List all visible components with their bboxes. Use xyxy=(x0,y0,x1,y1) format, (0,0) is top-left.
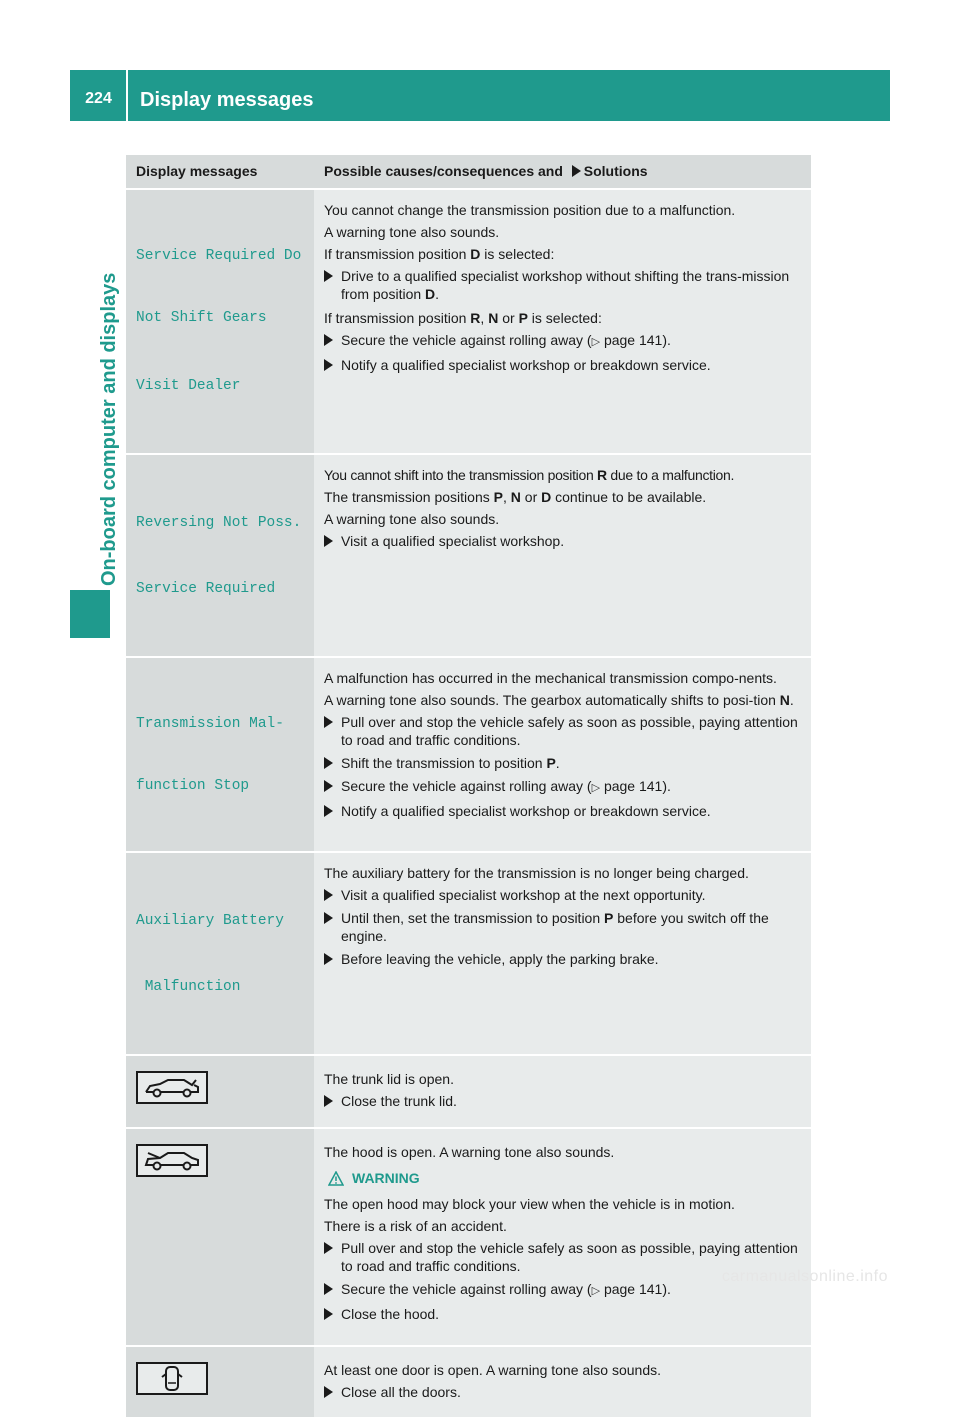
arrow-icon xyxy=(324,953,333,965)
instruction-item: Drive to a qualified specialist workshop without shifting the trans-mission from position D. xyxy=(324,267,803,303)
solution-cell xyxy=(314,454,811,657)
display-message xyxy=(136,671,306,839)
display-message xyxy=(136,203,306,441)
instruction-item: Close all the doors. xyxy=(324,1383,803,1401)
display-message-cell xyxy=(126,1128,314,1346)
display-messages-table xyxy=(126,155,811,1419)
table-row xyxy=(126,657,811,852)
arrow-icon xyxy=(324,334,333,346)
display-message xyxy=(136,866,306,1042)
instruction-item: Until then, set the transmission to position P before you switch off the engine. xyxy=(324,909,803,945)
door-open-icon xyxy=(136,1362,208,1395)
display-line: Visit Dealer xyxy=(136,378,241,394)
text-line: A warning tone also sounds. The gearbox automatically shifts to posi-tion N. xyxy=(324,692,794,708)
trunk-open-icon xyxy=(136,1071,208,1104)
arrow-icon xyxy=(324,1308,333,1320)
display-message-cell xyxy=(126,657,314,852)
text-line: You cannot change the transmission position due to a malfunction. xyxy=(324,202,736,218)
arrow-icon xyxy=(324,1283,333,1295)
instruction-item: Close the trunk lid. xyxy=(324,1092,803,1110)
text-line: A warning tone also sounds. xyxy=(324,511,500,527)
text-line: The auxiliary battery for the transmission is no longer being charged. xyxy=(324,865,749,881)
instruction-item: Pull over and stop the vehicle safely as soon as possible, paying attention to road and traffic conditions. xyxy=(324,1239,803,1275)
page-ref-icon: ▷ xyxy=(591,1285,601,1297)
arrow-icon xyxy=(324,1386,333,1398)
instruction-item: Secure the vehicle against rolling away (▷ page 141). xyxy=(324,777,803,797)
arrow-icon xyxy=(324,912,333,924)
display-message-cell xyxy=(126,454,314,657)
arrow-icon xyxy=(324,1242,333,1254)
instruction-item: Secure the vehicle against rolling away (▷ page 141). xyxy=(324,1280,803,1300)
col-header-causes-text: Possible causes/consequences and xyxy=(324,163,563,179)
col-header-display: Display messages xyxy=(126,155,314,189)
instruction-item: Notify a qualified specialist workshop or breakdown service. xyxy=(324,356,803,374)
text-line: The open hood may block your view when the vehicle is in motion. xyxy=(324,1196,735,1212)
display-message-cell xyxy=(126,1346,314,1418)
solution-cell xyxy=(314,1346,811,1418)
instruction-item: Before leaving the vehicle, apply the parking brake. xyxy=(324,950,803,968)
display-line: Not Shift Gears xyxy=(136,310,267,326)
text-line: A warning tone also sounds. xyxy=(324,224,500,240)
table-row xyxy=(126,852,811,1055)
side-tab-block xyxy=(70,590,110,638)
display-line: Reversing Not Poss. xyxy=(136,515,302,531)
text-line: If transmission position D is selected: xyxy=(324,246,555,262)
display-line: Transmission Mal- xyxy=(136,716,284,732)
table-header-row xyxy=(126,155,811,189)
header-divider xyxy=(126,70,128,121)
instruction-item: Visit a qualified specialist workshop. xyxy=(324,532,803,550)
instruction-item: Secure the vehicle against rolling away (▷ page 141). xyxy=(324,331,803,351)
text-line: If transmission position R, N or P is selected: xyxy=(324,310,602,326)
table-row xyxy=(126,1128,811,1346)
text-line: A malfunction has occurred in the mechanical transmission compo-nents. xyxy=(324,670,777,686)
text-line: The transmission positions P, N or D continue to be available. xyxy=(324,489,707,505)
arrow-icon xyxy=(324,359,333,371)
display-line: function Stop xyxy=(136,778,250,794)
solution-cell xyxy=(314,657,811,852)
instruction-item: Notify a qualified specialist workshop or breakdown service. xyxy=(324,802,803,820)
page-ref-icon: ▷ xyxy=(591,782,601,794)
table-row xyxy=(126,454,811,657)
page-ref-icon: ▷ xyxy=(591,336,601,348)
display-line: Malfunction xyxy=(136,979,241,995)
display-line: Auxiliary Battery xyxy=(136,913,284,929)
arrow-icon xyxy=(324,535,333,547)
text-line: There is a risk of an accident. xyxy=(324,1218,507,1234)
col-header-solutions-text: Solutions xyxy=(583,163,648,179)
instruction-item: Shift the transmission to position P. xyxy=(324,754,803,772)
text-line: The hood is open. A warning tone also sounds. xyxy=(324,1144,615,1160)
warning-label: WARNING xyxy=(352,1170,420,1186)
instruction-item: Visit a qualified specialist workshop at the next opportunity. xyxy=(324,886,803,904)
solution-cell xyxy=(314,189,811,454)
table-row xyxy=(126,1055,811,1128)
arrow-icon xyxy=(324,780,333,792)
arrow-icon xyxy=(324,1095,333,1107)
table-row xyxy=(126,189,811,454)
solution-cell xyxy=(314,1128,811,1346)
arrow-icon xyxy=(572,165,581,177)
solution-cell xyxy=(314,852,811,1055)
page-title: Display messages xyxy=(140,89,314,111)
text-line: At least one door is open. A warning tone also sounds. xyxy=(324,1362,662,1378)
display-message-cell xyxy=(126,189,314,454)
display-line: Service Required xyxy=(136,581,276,597)
warning-triangle-icon xyxy=(328,1171,344,1186)
warning-heading xyxy=(324,1169,803,1187)
hood-open-icon xyxy=(136,1144,208,1177)
arrow-icon xyxy=(324,270,333,282)
instruction-item: Pull over and stop the vehicle safely as soon as possible, paying attention to road and traffic conditions. xyxy=(324,713,803,749)
display-line: Service Required Do xyxy=(136,248,302,264)
instruction-item: Close the hood. xyxy=(324,1305,803,1323)
side-tab-label: On-board computer and displays xyxy=(98,272,120,586)
display-message xyxy=(136,468,306,644)
arrow-icon xyxy=(324,716,333,728)
table-row xyxy=(126,1346,811,1418)
solution-cell xyxy=(314,1055,811,1128)
watermark: carmanualsonline.info xyxy=(721,1268,888,1285)
text-line: The trunk lid is open. xyxy=(324,1071,454,1087)
display-message-cell xyxy=(126,852,314,1055)
text-line: You cannot shift into the transmission position R due to a malfunction. xyxy=(324,467,735,483)
arrow-icon xyxy=(324,889,333,901)
display-message-cell xyxy=(126,1055,314,1128)
col-header-causes xyxy=(314,155,811,189)
arrow-icon xyxy=(324,757,333,769)
arrow-icon xyxy=(324,805,333,817)
page-number: 224 xyxy=(85,90,112,107)
